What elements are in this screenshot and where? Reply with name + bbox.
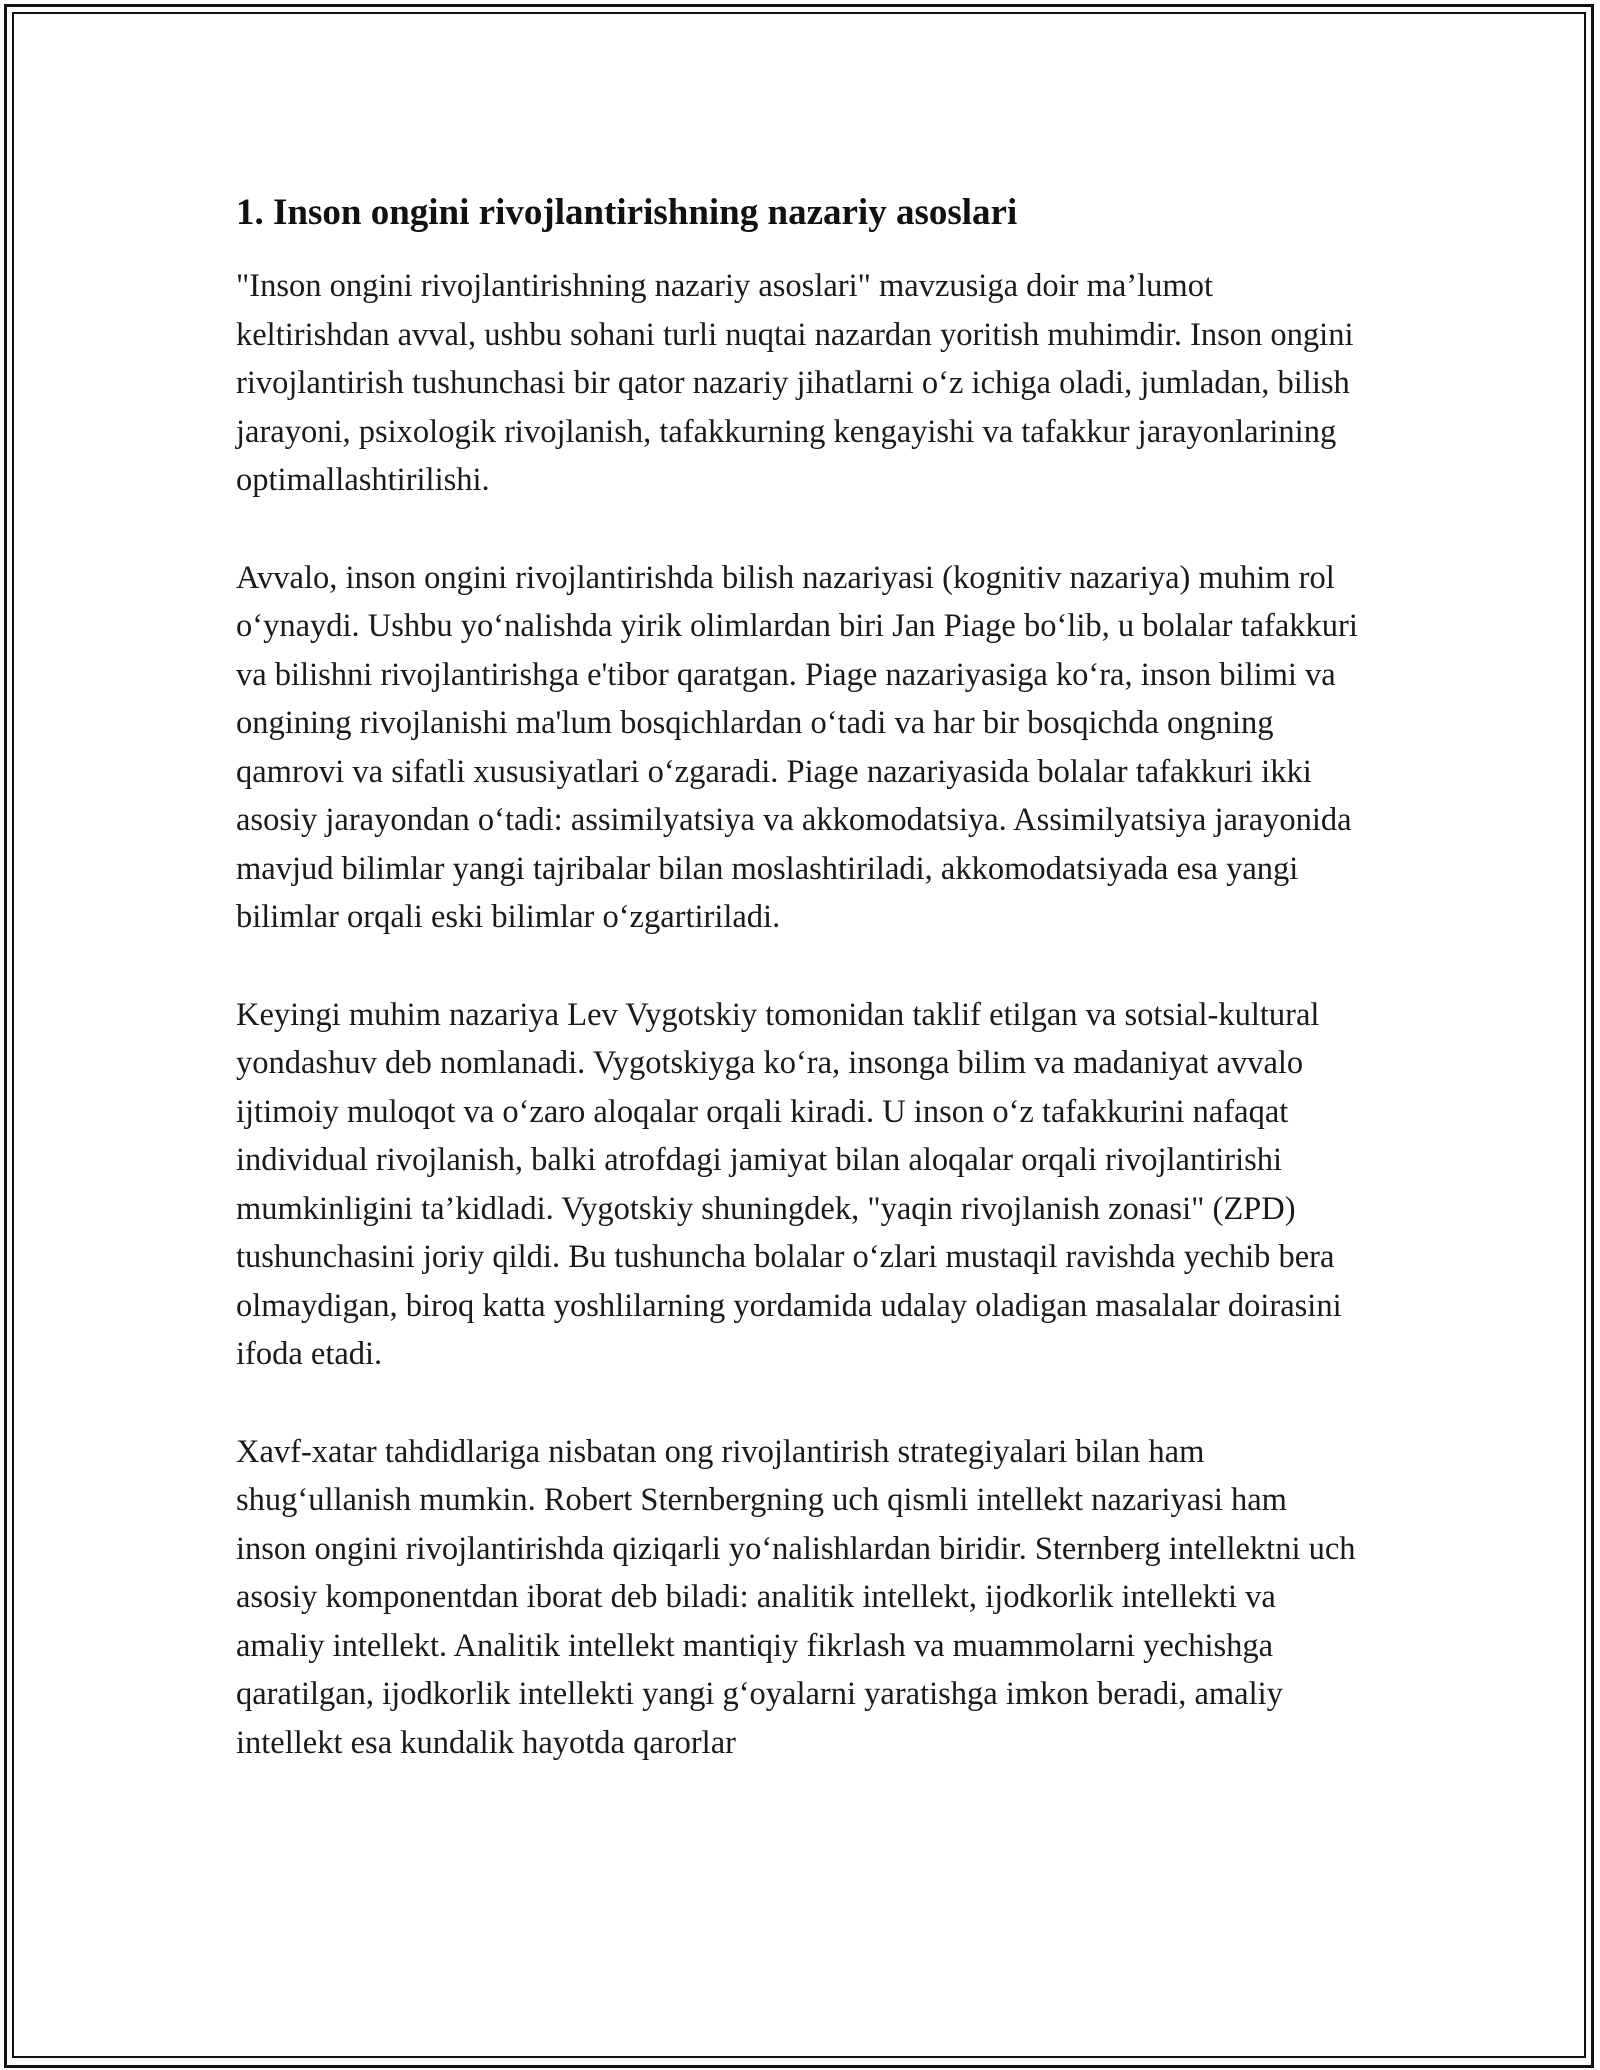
paragraph-sternberg: Xavf-xatar tahdidlariga nisbatan ong rivojlantirish strategiyalari bilan ham shug‘ullanish mumkin. Robert Sternbergning uch qismli intellekt nazariyasi ham inson ongini rivojlantirishda qiziqarli yo‘nalishlardan biridir. Sternberg intellektni uch asosiy komponentdan iborat deb biladi: analitik intellekt, ijodkorlik intellekti va amaliy intellekt. Analitik intellekt mantiqiy fikrlash va muammolarni yechishga qaratilgan, ijodkorlik intellekti yangi g‘oyalarni yaratishga imkon beradi, amaliy intellekt esa kundalik hayotda qarorlar [236, 1433, 1356, 1761]
paragraph-piaget: Avvalo, inson ongini rivojlantirishda bilish nazariyasi (kognitiv nazariya) muhim rol o‘ynaydi. Ushbu yo‘nalishda yirik olimlardan biri Jan Piage bo‘lib, u bolalar tafakkuri va bilishni rivojlantirishga e'tibor qaratgan. Piage nazariyasiga ko‘ra, inson bilimi va ongining rivojlanishi ma'lum bosqichlardan o‘tadi va har bir bosqichda ongning qamrovi va sifatli xususiyatlari o‘zgaradi. Piage nazariyasida bolalar tafakkuri ikki asosiy jarayondan o‘tadi: assimilyatsiya va akkomodatsiya. Assimilyatsiya jarayonida mavjud bilimlar yangi tajribalar bilan moslashtiriladi, akkomodatsiyada esa yangi bilimlar orqali eski bilimlar o‘zgartiriladi. [236, 559, 1358, 935]
document-body [236, 188, 1364, 1816]
paragraph-intro: "Inson ongini rivojlantirishning nazariy asoslari" mavzusiga doir ma’lumot keltirishdan avval, ushbu sohani turli nuqtai nazardan yoritish muhimdir. Inson ongini rivojlantirish tushunchasi bir qator nazariy jihatlarni o‘z ichiga oladi, jumladan, bilish jarayoni, psixologik rivojlanish, tafakkurning kengayishi va tafakkur jarayonlarining optimallashtirilishi. [236, 268, 1354, 498]
section-heading: 1. Inson ongini rivojlantirishning nazariy asoslari [236, 192, 1018, 233]
paragraph-vygotsky: Keyingi muhim nazariya Lev Vygotskiy tomonidan taklif etilgan va sotsial-kultural yondashuv deb nomlanadi. Vygotskiyga ko‘ra, insonga bilim va madaniyat avvalo ijtimoiy muloqot va o‘zaro aloqalar orqali kiradi. U inson o‘z tafakkurini nafaqat individual rivojlanish, balki atrofdagi jamiyat bilan aloqalar orqali rivojlantirishi mumkinligini ta’kidladi. Vygotskiy shuningdek, "yaqin rivojlanish zonasi" (ZPD) tushunchasini joriy qildi. Bu tushuncha bolalar o‘zlari mustaqil ravishda yechib bera olmaydigan, biroq katta yoshlilarning yordamida udalay oladigan masalalar doirasini ifoda etadi. [236, 996, 1342, 1372]
